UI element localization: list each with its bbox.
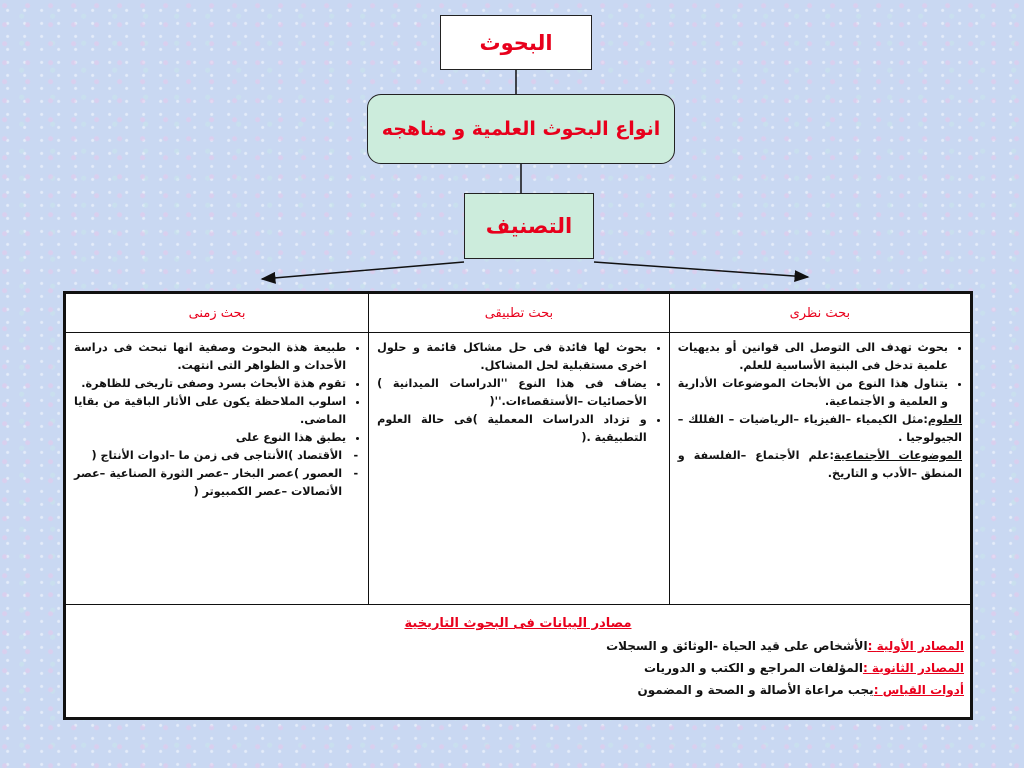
source-row-tools: أدوات القياس :يجب مراعاة الأصالة و الصحة و المضمون bbox=[637, 683, 964, 697]
source-row-primary: المصادر الأولية :الأشخاص على قيد الحياة -الوثائق و السجلات bbox=[606, 639, 964, 653]
classification-table bbox=[63, 291, 973, 720]
list-item: • يطبق هذا النوع على bbox=[74, 429, 346, 447]
title-box: البحوث bbox=[440, 15, 592, 70]
research-types-box: انواع البحوث العلمية و مناهجه bbox=[367, 94, 675, 164]
dash-item: - الأقتصاد )الأنتاجى فى زمن ما –ادوات الأنتاج ( bbox=[74, 447, 360, 465]
sources-cell bbox=[65, 605, 972, 719]
sciences-line: العلوم:مثل الكيمياء –الفيزياء –الرياضيات – الفللك –الجيولوجيا . bbox=[677, 413, 962, 444]
list-item: • طبيعة هذة البحوث وصفية انها تبحث فى دراسة الأحداث و الظواهر التى انتهت. bbox=[74, 339, 346, 375]
source-row-secondary: المصادر الثانوية :المؤلفات المراجع و الكتب و الدوريات bbox=[643, 661, 964, 675]
header-applied: بحث تطبيقى bbox=[369, 293, 670, 333]
list-item: • يتناول هذا النوع من الأبحاث الموضوعات الأدارية و العلمية و الأجتماعية. bbox=[678, 375, 948, 411]
header-theoretical: بحث نظرى bbox=[669, 293, 971, 333]
applied-cell bbox=[369, 333, 670, 605]
dash-item: - العصور )عصر البخار –عصر الثورة الصناعية –عصر الأتصالات –عصر الكمبيوتر ( bbox=[74, 465, 360, 501]
list-item: • تقوم هذة الأبحاث بسرد وصفى تاريخى للظاهرة. bbox=[74, 375, 346, 393]
classification-box: التصنيف bbox=[464, 193, 594, 259]
arrow-to-right-column bbox=[594, 262, 808, 277]
list-item: • بحوث تهدف الى التوصل الى قوانين أو بديهيات علمية تدخل فى البنية الأساسية للعلم. bbox=[678, 339, 948, 375]
sources-heading: مصادر البيانات فى البحوث التاريخية bbox=[404, 616, 632, 631]
historical-cell bbox=[65, 333, 369, 605]
list-item: • يضاف فى هذا النوع ''الدراسات الميدانية ) الأحصائيات –الأستقصاءات.''( bbox=[377, 375, 647, 411]
list-item: • بحوث لها فائدة فى حل مشاكل قائمة و حلول اخرى مستقبلية لحل المشاكل. bbox=[377, 339, 647, 375]
theoretical-cell bbox=[669, 333, 971, 605]
list-item: • و تزداد الدراسات المعملية )فى حالة العلوم التطبيقية .( bbox=[377, 411, 647, 447]
social-topics-line: الموضوعات الأجتماعية:علم الأجتماع –الفلسفة و المنطق –الأدب و التاريخ. bbox=[677, 449, 962, 480]
list-item: • اسلوب الملاحظة يكون على الأثار الباقية من بقايا الماضى. bbox=[74, 393, 346, 429]
arrow-to-left-column bbox=[262, 262, 464, 279]
header-historical: بحث زمنى bbox=[65, 293, 369, 333]
